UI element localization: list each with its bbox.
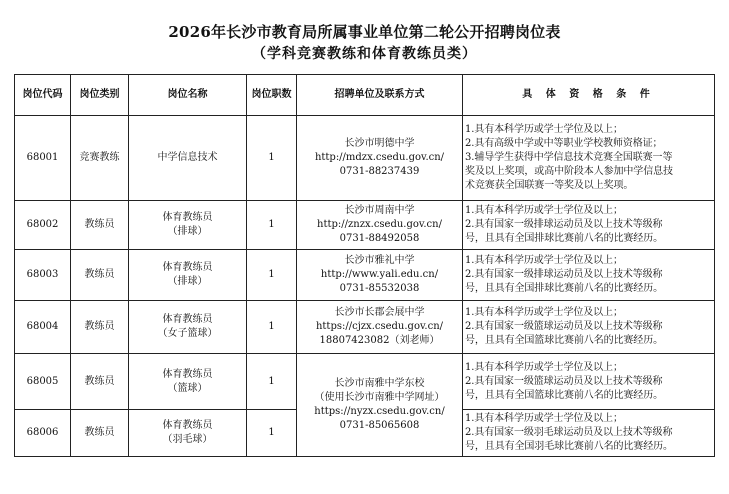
cell-unit-line: http://www.yali.edu.cn/ [320, 269, 439, 280]
cell-unit [297, 250, 463, 301]
cell-unit-line: 长沙市明德中学 [344, 138, 415, 149]
cell-unit-line: 长沙市周南中学 [344, 205, 415, 216]
cell-category: 教练员 [71, 410, 129, 457]
cell-code: 68005 [15, 354, 71, 410]
cell-name [129, 116, 247, 201]
cell-unit [297, 116, 463, 201]
cell-name [129, 201, 247, 250]
recruitment-table [14, 74, 715, 457]
cell-name [129, 410, 247, 457]
cell-code: 68003 [15, 250, 71, 301]
cell-count: 1 [247, 116, 297, 201]
cell-name-line: （排球） [167, 276, 208, 287]
cell-name-line: （篮球） [167, 382, 208, 394]
cell-requirements-line: 2.具有国家一级排球运动员及以上技术等级称 [465, 269, 663, 280]
cell-name [129, 354, 247, 410]
header-count: 岗位职数 [247, 75, 297, 116]
cell-count: 1 [247, 301, 297, 354]
cell-requirements-line: 2.具有高级中学或中等职业学校教师资格证； [465, 138, 663, 149]
cell-name-line: 体育教练员 [162, 262, 213, 273]
cell-requirements-line: 术竞赛获全国联赛一等奖及以上奖项。 [465, 180, 634, 191]
cell-requirements-line: 2.具有国家一级篮球运动员及以上技术等级称 [465, 375, 663, 387]
cell-unit-line: 18807423082（刘老师） [319, 335, 440, 346]
cell-unit-line: 长沙市长郡会展中学 [334, 307, 425, 318]
cell-name-line: 中学信息技术 [157, 152, 218, 163]
cell-unit-line: http://mdzx.csedu.gov.cn/ [314, 152, 445, 163]
cell-unit-merged-line: 长沙市南雅中学东校 [334, 378, 425, 389]
cell-count: 1 [247, 201, 297, 250]
cell-count: 1 [247, 354, 297, 410]
cell-requirements-line: 奖及以上奖项，或高中阶段本人参加中学信息技 [465, 166, 673, 177]
cell-unit-merged [297, 354, 463, 457]
cell-unit [297, 301, 463, 354]
header-requirements: 具 体 资 格 条 件 [463, 75, 715, 116]
cell-unit-line: https://cjzx.csedu.gov.cn/ [315, 321, 444, 332]
table-header-row [15, 75, 715, 116]
cell-requirements-line: 号，且具有全国篮球比赛前八名的比赛经历。 [465, 389, 663, 401]
cell-code: 68006 [15, 410, 71, 457]
cell-unit-line: 0731-88237439 [339, 166, 420, 177]
cell-requirements-line: 2.具有国家一级羽毛球运动员及以上技术等级称 [465, 427, 673, 438]
cell-requirements-line: 号，且具有全国排球比赛前八名的比赛经历。 [465, 233, 663, 244]
cell-requirements [463, 354, 715, 410]
cell-name-line: 体育教练员 [162, 212, 213, 223]
cell-name-line: 体育教练员 [162, 314, 213, 325]
cell-requirements-line: 2.具有国家一级篮球运动员及以上技术等级称 [465, 321, 663, 332]
cell-requirements-line: 1.具有本科学历或学士学位及以上； [465, 307, 623, 318]
table-row [15, 301, 715, 354]
cell-unit-line: 0731-88492058 [339, 233, 420, 244]
cell-code: 68004 [15, 301, 71, 354]
cell-requirements [463, 301, 715, 354]
cell-code: 68001 [15, 116, 71, 201]
cell-requirements-line: 2.具有国家一级排球运动员及以上技术等级称 [465, 219, 663, 230]
cell-unit-merged-line: （使用长沙市南雅中学网址） [314, 392, 445, 403]
cell-name-line: （女子篮球） [157, 328, 218, 339]
cell-name-line: （羽毛球） [162, 434, 213, 445]
cell-requirements-line: 1.具有本科学历或学士学位及以上； [465, 361, 623, 373]
cell-count: 1 [247, 250, 297, 301]
cell-unit-line: 长沙市雅礼中学 [344, 255, 415, 266]
cell-unit [297, 201, 463, 250]
cell-name-line: （排球） [167, 226, 208, 237]
cell-requirements-line: 1.具有本科学历或学士学位及以上； [465, 255, 623, 266]
cell-requirements-line: 号，且具有全国排球比赛前八名的比赛经历。 [465, 283, 663, 294]
cell-requirements-line: 1.具有本科学历或学士学位及以上； [465, 413, 623, 424]
cell-name [129, 250, 247, 301]
cell-requirements-line: 号，且具有全国羽毛球比赛前八名的比赛经历。 [465, 441, 673, 452]
cell-category: 竞赛教练 [71, 116, 129, 201]
header-unit: 招聘单位及联系方式 [297, 75, 463, 116]
header-name: 岗位名称 [129, 75, 247, 116]
table-row [15, 250, 715, 301]
cell-count: 1 [247, 410, 297, 457]
cell-code: 68002 [15, 201, 71, 250]
cell-category: 教练员 [71, 354, 129, 410]
cell-category: 教练员 [71, 250, 129, 301]
cell-requirements-line: 1.具有本科学历或学士学位及以上； [465, 205, 623, 216]
cell-name-line: 体育教练员 [162, 368, 213, 380]
cell-category: 教练员 [71, 201, 129, 250]
cell-name [129, 301, 247, 354]
cell-requirements [463, 201, 715, 250]
cell-requirements-line: 1.具有本科学历或学士学位及以上； [465, 124, 623, 135]
cell-unit-merged-line: 0731-85065608 [339, 420, 420, 431]
header-category: 岗位类别 [71, 75, 129, 116]
header-code: 岗位代码 [15, 75, 71, 116]
cell-requirements-line: 3.辅导学生获得中学信息技术竞赛全国联赛一等 [465, 152, 673, 163]
document-subtitle: （学科竞赛教练和体育教练员类） [252, 46, 477, 62]
cell-requirements [463, 250, 715, 301]
cell-category: 教练员 [71, 301, 129, 354]
table-row [15, 201, 715, 250]
cell-requirements [463, 116, 715, 201]
document-title: 2026年长沙市教育局所属事业单位第二轮公开招聘岗位表 [168, 23, 561, 41]
cell-unit-line: http://znzx.csedu.gov.cn/ [317, 219, 442, 230]
cell-unit-line: 0731-85532038 [339, 283, 420, 294]
cell-name-line: 体育教练员 [162, 420, 213, 431]
cell-unit-merged-line: https://nyzx.csedu.gov.cn/ [314, 406, 445, 417]
table-row [15, 116, 715, 201]
cell-requirements-line: 号，且具有全国篮球比赛前八名的比赛经历。 [465, 335, 663, 346]
table-row [15, 354, 715, 410]
cell-requirements [463, 410, 715, 457]
